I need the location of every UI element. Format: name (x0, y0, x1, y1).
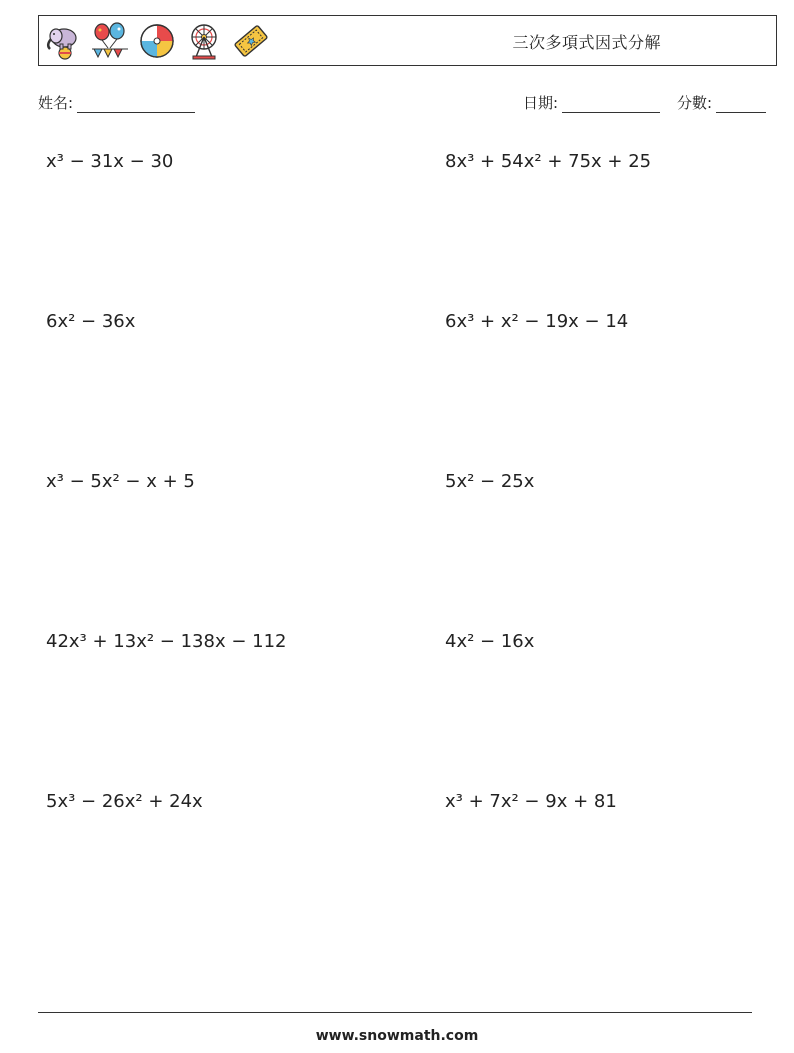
balloons-icon (90, 21, 130, 61)
problem-1: x³ − 31x − 30 (46, 151, 174, 172)
ferris-wheel-icon (184, 21, 224, 61)
problem-7: 42x³ + 13x² − 138x − 112 (46, 631, 287, 652)
problem-2: 8x³ + 54x² + 75x + 25 (445, 151, 652, 172)
name-blank[interactable] (77, 96, 195, 113)
problem-10: x³ + 7x² − 9x + 81 (445, 791, 617, 812)
problem-8: 4x² − 16x (445, 631, 535, 652)
score-field (677, 92, 766, 113)
footer-divider (38, 1012, 752, 1013)
date-field (523, 92, 660, 113)
problem-6: 5x² − 25x (445, 471, 535, 492)
problem-9: 5x³ − 26x² + 24x (46, 791, 203, 812)
header-box (38, 15, 777, 66)
problem-3: 6x² − 36x (46, 311, 136, 332)
problem-5: x³ − 5x² − x + 5 (46, 471, 195, 492)
problem-4: 6x³ + x² − 19x − 14 (445, 311, 629, 332)
header-icons (43, 19, 271, 63)
worksheet-title: 三次多項式因式分解 (512, 33, 661, 52)
name-field (38, 92, 195, 113)
footer-url[interactable]: www.snowmath.com (315, 1028, 479, 1044)
name-label: 姓名: (38, 94, 74, 112)
beach-ball-icon (137, 21, 177, 61)
score-blank[interactable] (716, 96, 766, 113)
date-blank[interactable] (562, 96, 660, 113)
ticket-icon (231, 21, 271, 61)
score-label: 分數: (677, 94, 713, 112)
date-label: 日期: (523, 94, 559, 112)
elephant-icon (43, 21, 83, 61)
